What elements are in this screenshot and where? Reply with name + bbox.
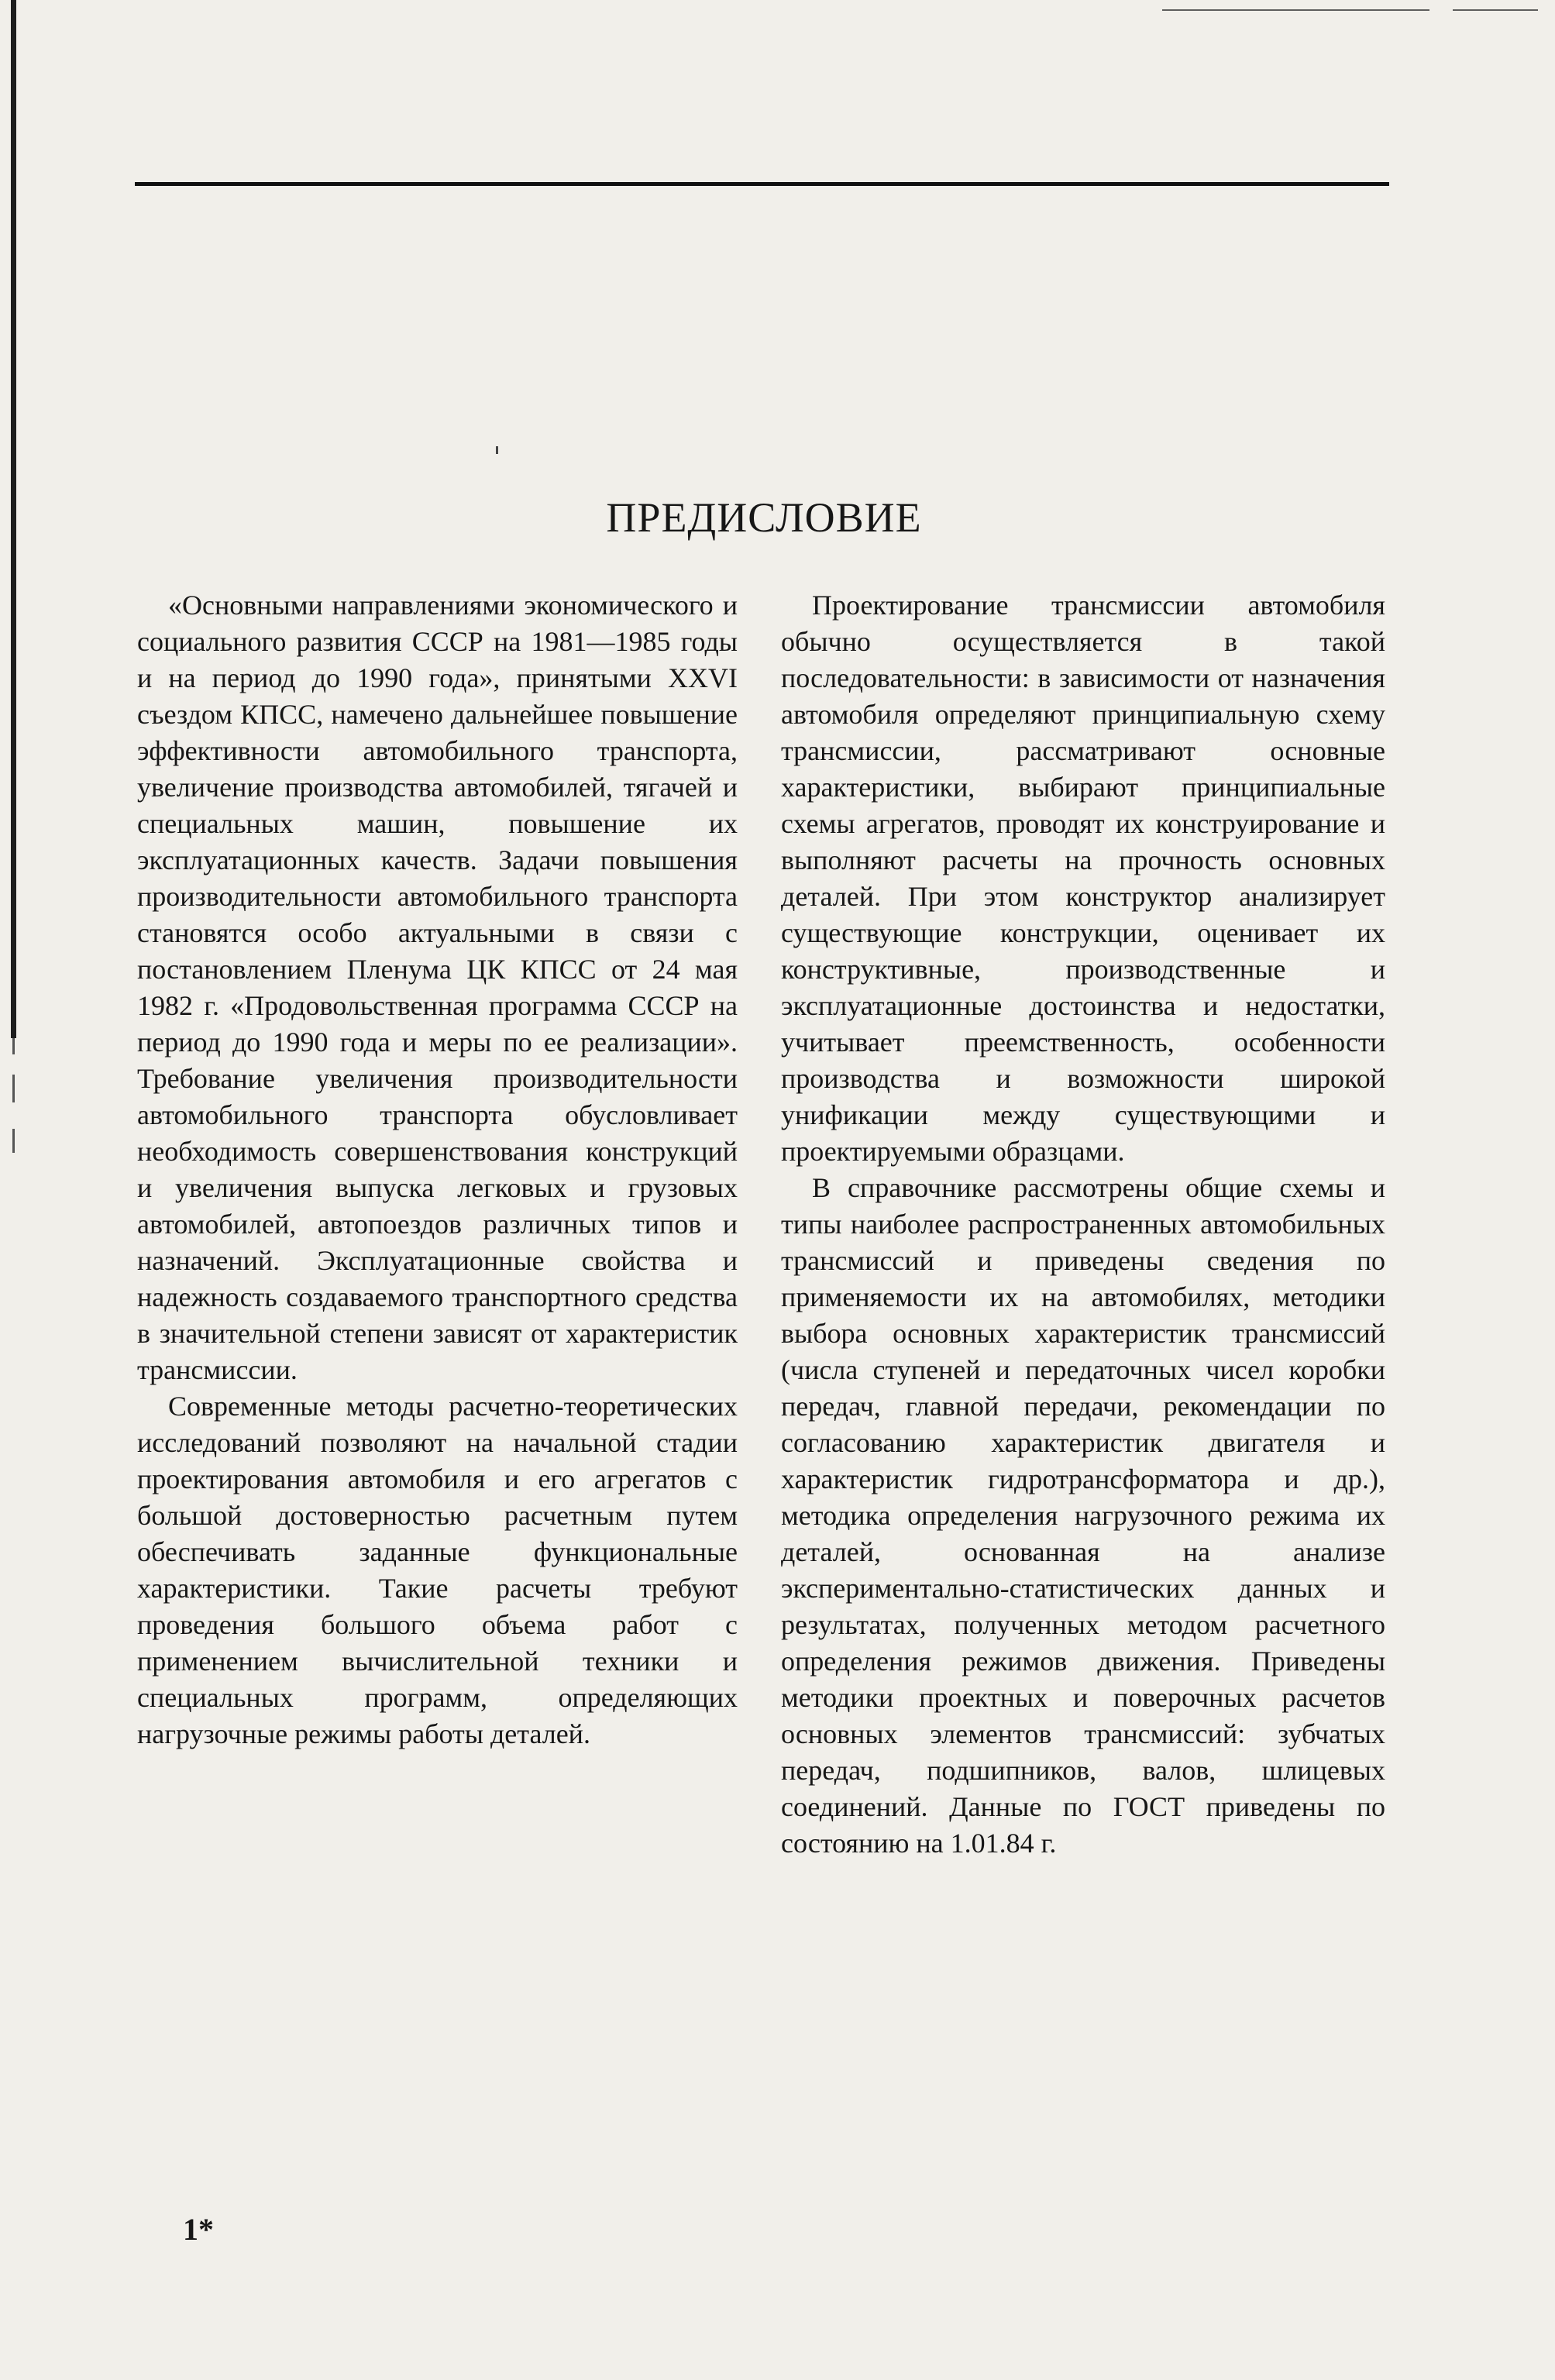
right-paragraph-1: Проектирование трансмиссии автомобиля обычно осуществляется в такой последовательности: в зависимости от назначения автомобиля определяют принципиальную схему трансмиссии, рассматривают основные характеристики, выбирают принципиальные схемы агрегатов, проводят их конструирование и выполняют расчеты на прочность основных деталей. При этом конструктор анализирует существующие конструкции, оценивает их конструктивные, производственные и эксплуатационные достоинства и недостатки, учитывает преемственность, особенности производства и возможности широкой унификации между существующими и проектируемыми образцами.	[781, 590, 1385, 1167]
right-paragraph-2: В справочнике рассмотрены общие схемы и типы наиболее распространенных автомобильных трансмиссий и приведены сведения по применяемости их на автомобилях, методики выбора основных характеристик трансмиссий (числа ступеней и передаточных чисел коробки передач, главной передачи, рекомендации по согласованию характеристик двигателя и характеристик гидротрансформатора и др.), методика определения нагрузочного режима их деталей, основанная на анализе экспериментально-статистических данных и результатах, полученных методом расчетного определения режимов движения. Приведены методики проектных и поверочных расчетов основных элементов трансмиссий: зубчатых передач, подшипников, валов, шлицевых соединений. Данные по ГОСТ приведены по состоянию на 1.01.84 г.	[781, 1172, 1385, 1859]
chapter-title: ПРЕДИСЛОВИЕ	[606, 494, 922, 541]
scan-top-fragment	[1453, 9, 1538, 11]
page-number: 1*	[183, 2212, 214, 2247]
print-mark	[496, 446, 498, 454]
right-text-column	[781, 587, 1385, 1862]
left-text-column	[137, 587, 738, 1752]
left-paragraph-2: Современные методы расчетно-теоретических исследований позволяют на начальной стадии проектирования автомобиля и его агрегатов с большой достоверностью расчетным путем обеспечивать заданные функциональные характеристики. Такие расчеты требуют проведения большого объема работ с применением вычислительной техники и специальных программ, определяющих нагрузочные режимы работы деталей.	[137, 1391, 738, 1749]
scan-left-edge	[11, 0, 16, 1038]
scan-top-fragment	[1162, 9, 1429, 11]
header-rule	[135, 182, 1389, 186]
scan-left-edge-marks	[12, 1038, 15, 1240]
left-paragraph-1: «Основными направлениями экономического и социального развития СССР на 1981—1985 годы и на период до 1990 года», принятыми XXVI съездом КПСС, намечено дальнейшее повышение эффективности автомобильного транспорта, увеличение производства автомобилей, тягачей и специальных машин, повышение их эксплуатационных качеств. Задачи повышения производительности автомобильного транспорта становятся особо актуальными в связи с постановлением Пленума ЦК КПСС от 24 мая 1982 г. «Продовольственная программа СССР на период до 1990 года и меры по ее реализации». Требование увеличения производительности автомобильного транспорта обусловливает необходимость совершенствования конструкций и увеличения выпуска легковых и грузовых автомобилей, автопоездов различных типов и назначений. Эксплуатационные свойства и надежность создаваемого транспортного средства в значительной степени зависят от характеристик трансмиссии.	[137, 590, 738, 1385]
